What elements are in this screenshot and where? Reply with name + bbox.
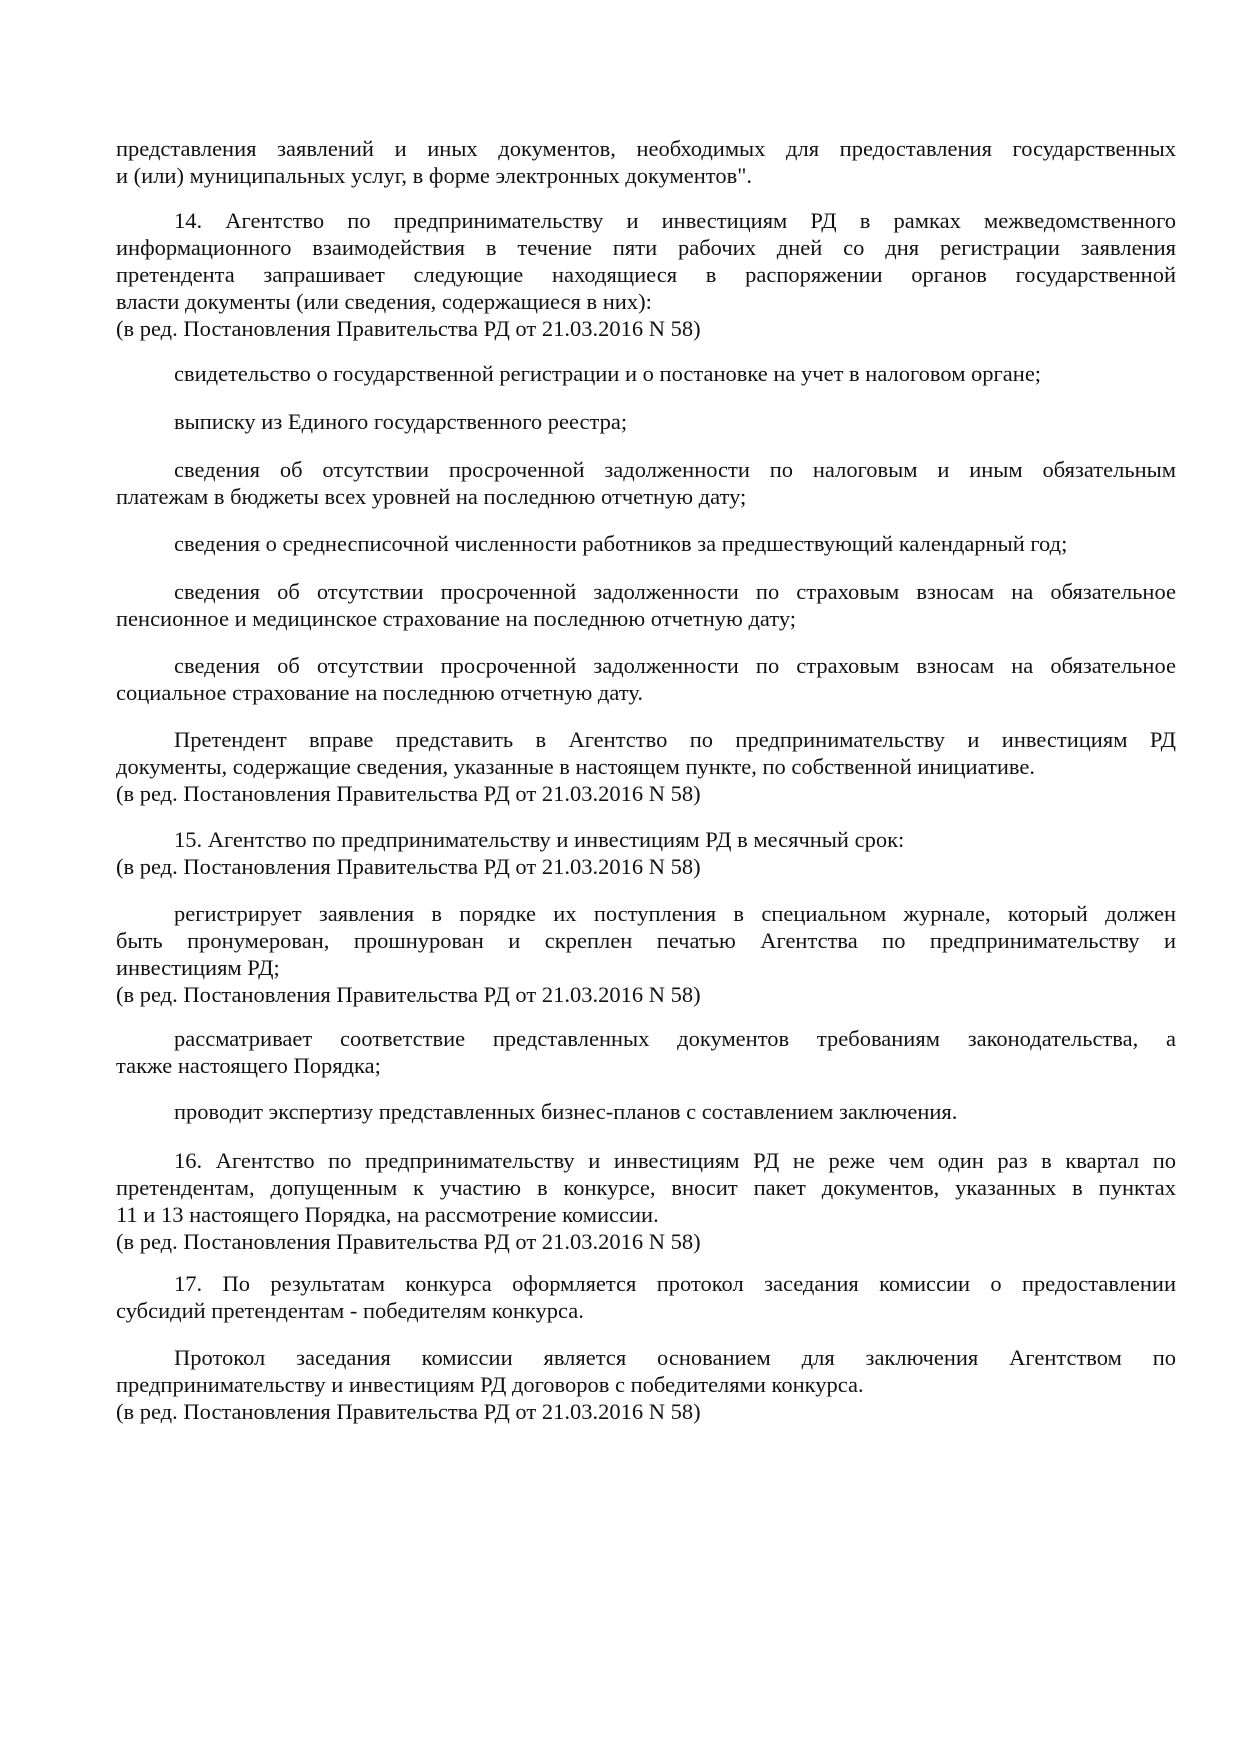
text-line: и (или) муниципальных услуг, в форме электронных документов". [116, 163, 753, 188]
text-line: инвестициям РД; [116, 955, 280, 980]
paragraph-certificate [116, 360, 1176, 387]
paragraph-item-17 [116, 1270, 1176, 1324]
paragraph-social-insurance [116, 652, 1176, 706]
text-line: 11 и 13 настоящего Порядка, на рассмотрение комиссии. [116, 1202, 659, 1227]
paragraph-tax-debt [116, 456, 1176, 510]
text-line: претендентам, допущенным к участию в конкурсе, вносит пакет документов, указанных в пунктах [116, 1175, 1176, 1200]
paragraph-registration-journal [116, 900, 1176, 1008]
text-line: 17. По результатам конкурса оформляется протокол заседания комиссии о предоставлении [174, 1271, 1176, 1296]
edit-note: (в ред. Постановления Правительства РД от 21.03.2016 N 58) [116, 781, 701, 806]
text-line: сведения об отсутствии просроченной задолженности по страховым взносам на обязательное [174, 579, 1176, 604]
paragraph-pension-insurance [116, 578, 1176, 632]
text-line: претендента запрашивает следующие находящиеся в распоряжении органов государственной [116, 262, 1176, 287]
text-line: социальное страхование на последнюю отчетную дату. [116, 680, 643, 705]
text-line: рассматривает соответствие представленных документов требованиям законодательства, а [174, 1026, 1176, 1051]
edit-note: (в ред. Постановления Правительства РД от 21.03.2016 N 58) [116, 1229, 701, 1254]
paragraph-compliance-review [116, 1025, 1176, 1079]
edit-note: (в ред. Постановления Правительства РД от 21.03.2016 N 58) [116, 982, 701, 1007]
text-line: представления заявлений и иных документов, необходимых для предоставления государственных [116, 136, 1176, 161]
text-line: Протокол заседания комиссии является основанием для заключения Агентством по [174, 1345, 1176, 1370]
text-line: также настоящего Порядка; [116, 1053, 381, 1078]
text-line: пенсионное и медицинское страхование на последнюю отчетную дату; [116, 606, 797, 631]
paragraph-applicant-right [116, 726, 1176, 807]
text-line: Претендент вправе представить в Агентство по предпринимательству и инвестициям РД [174, 727, 1176, 752]
text-line: власти документы (или сведения, содержащиеся в них): [116, 289, 652, 314]
text-line: сведения об отсутствии просроченной задолженности по налоговым и иным обязательным [174, 457, 1176, 482]
text-line: платежам в бюджеты всех уровней на последнюю отчетную дату; [116, 484, 747, 509]
text-line: выписку из Единого государственного реестра; [174, 409, 628, 434]
text-line: проводит экспертизу представленных бизнес-планов с составлением заключения. [174, 1099, 958, 1124]
text-line: документы, содержащие сведения, указанные в настоящем пункте, по собственной инициативе. [116, 754, 1035, 779]
text-line: сведения об отсутствии просроченной задолженности по страховым взносам на обязательное [174, 653, 1176, 678]
edit-note: (в ред. Постановления Правительства РД от 21.03.2016 N 58) [116, 1399, 701, 1424]
text-line: регистрирует заявления в порядке их поступления в специальном журнале, который должен [174, 901, 1176, 926]
paragraph-headcount [116, 530, 1176, 557]
text-line: 15. Агентство по предпринимательству и инвестициям РД в месячный срок: [174, 827, 905, 852]
paragraph-continuation [116, 135, 1176, 189]
text-line: 16. Агентство по предпринимательству и инвестициям РД не реже чем один раз в квартал по [174, 1148, 1176, 1173]
text-line: субсидий претендентам - победителям конкурса. [116, 1298, 584, 1323]
text-line: информационного взаимодействия в течение пяти рабочих дней со дня регистрации заявления [116, 235, 1176, 260]
edit-note: (в ред. Постановления Правительства РД от 21.03.2016 N 58) [116, 854, 701, 879]
paragraph-item-15 [116, 826, 1176, 880]
paragraph-item-14 [116, 207, 1176, 342]
text-line: сведения о среднесписочной численности работников за предшествующий календарный год; [174, 531, 1068, 556]
paragraph-item-16 [116, 1147, 1176, 1255]
text-line: быть пронумерован, прошнурован и скреплен печатью Агентства по предпринимательству и [116, 928, 1176, 953]
paragraph-registry-extract [116, 408, 1176, 435]
paragraph-protocol [116, 1344, 1176, 1425]
text-line: предпринимательству и инвестициям РД договоров с победителями конкурса. [116, 1372, 864, 1397]
paragraph-expertise [116, 1098, 1176, 1125]
text-line: свидетельство о государственной регистрации и о постановке на учет в налоговом органе; [174, 361, 1042, 386]
text-line: 14. Агентство по предпринимательству и инвестициям РД в рамках межведомственного [174, 208, 1176, 233]
edit-note: (в ред. Постановления Правительства РД от 21.03.2016 N 58) [116, 316, 701, 341]
